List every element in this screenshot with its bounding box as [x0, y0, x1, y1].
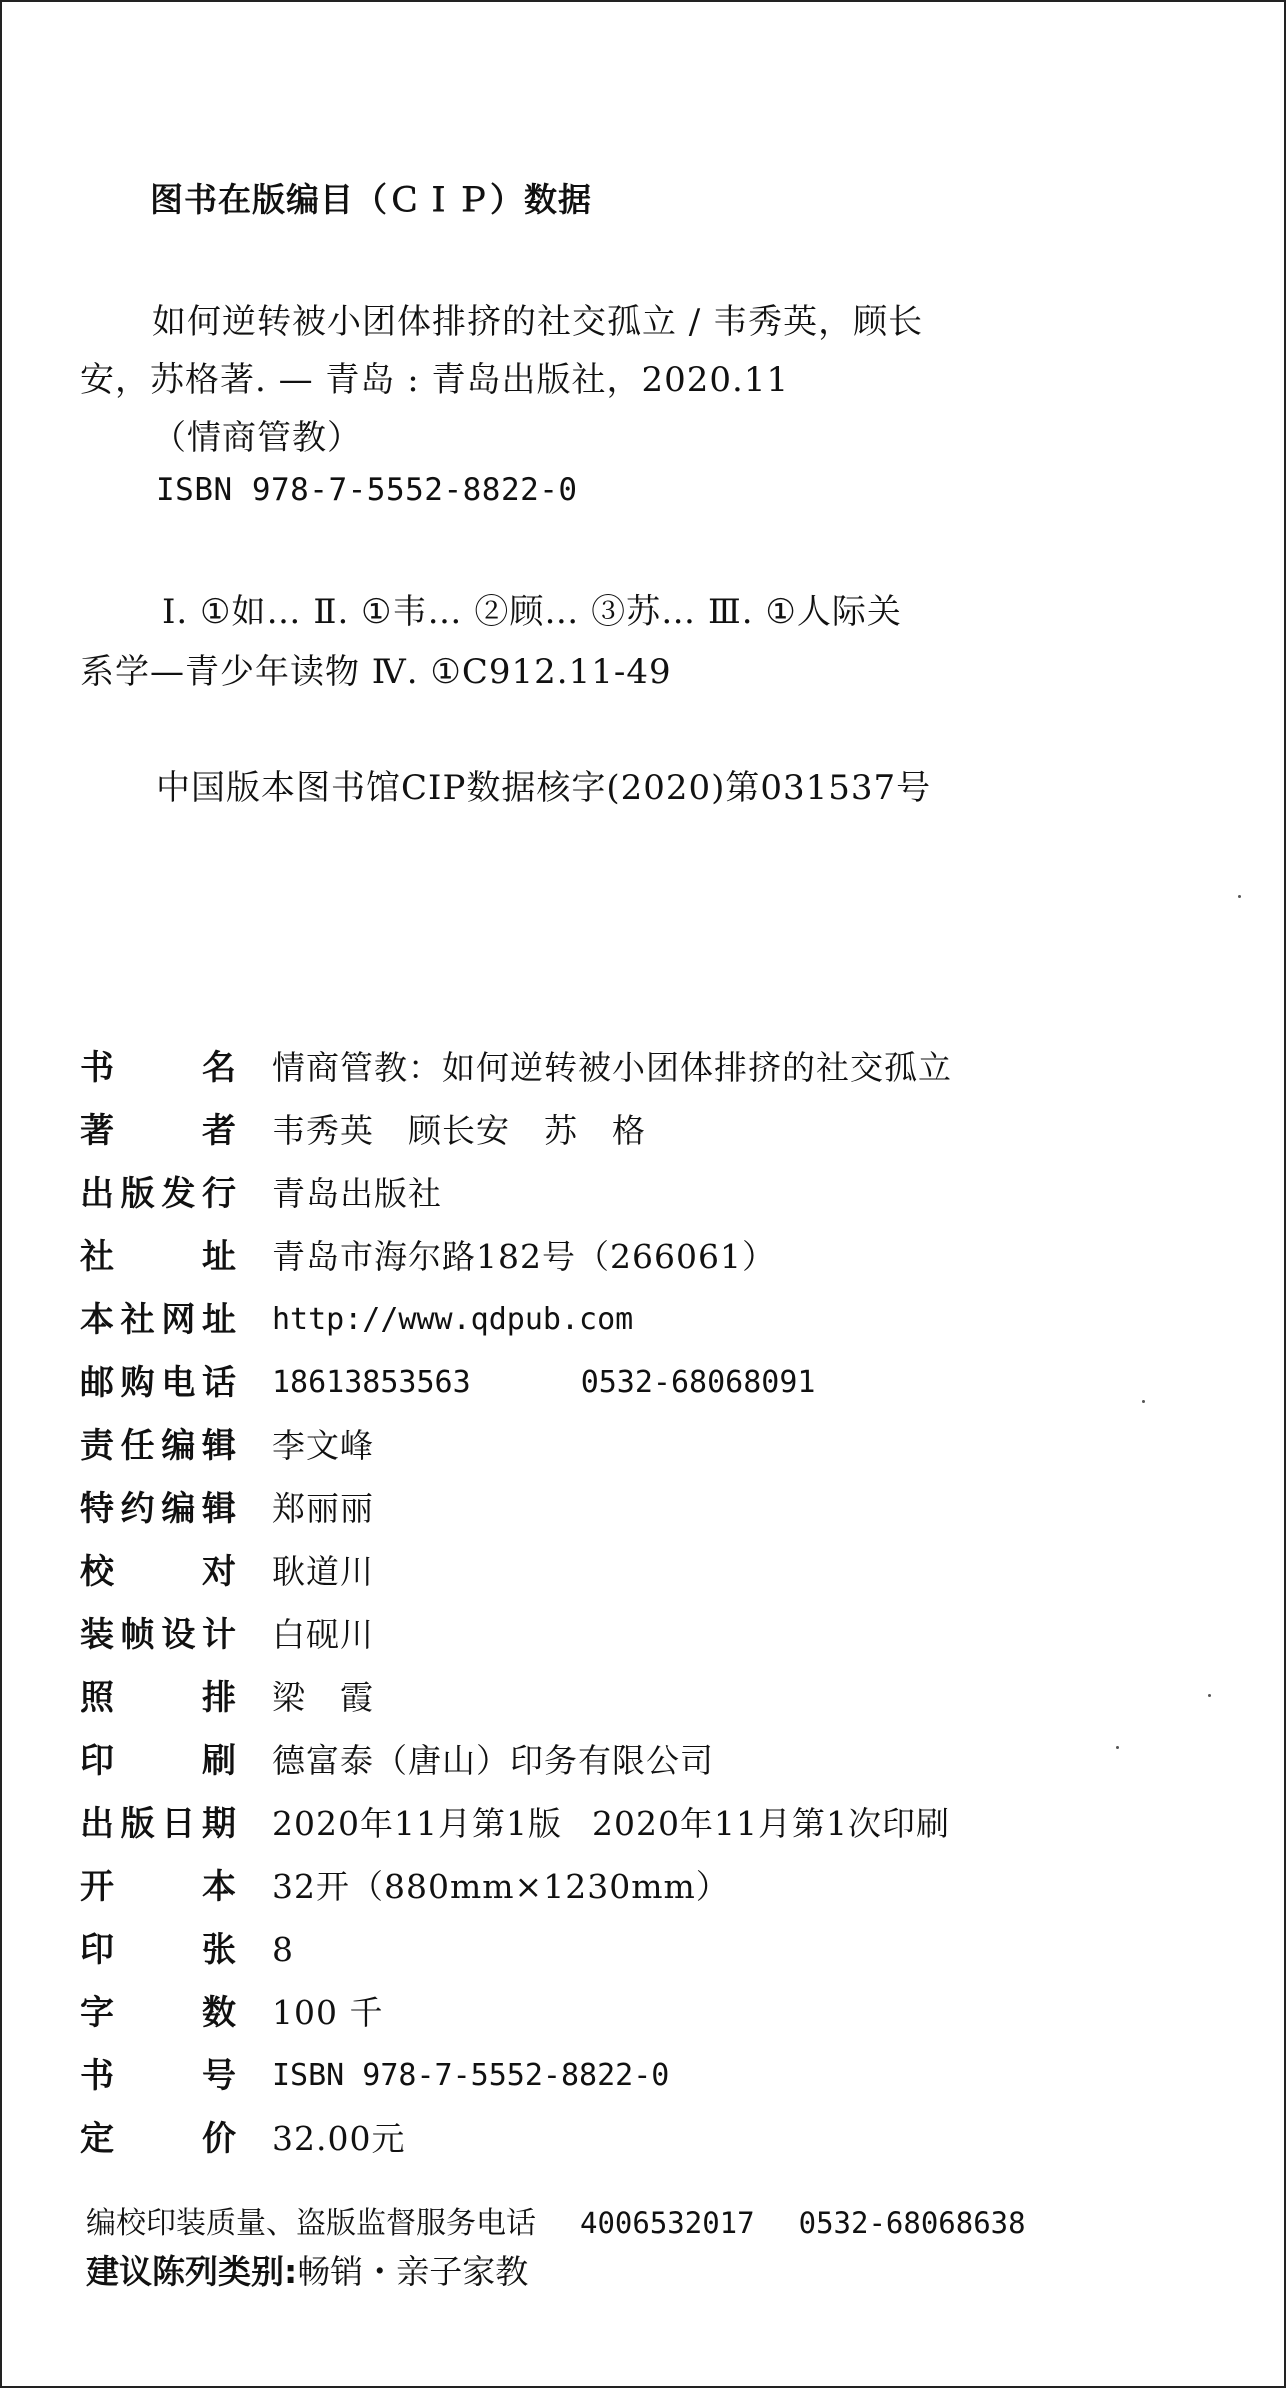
edition-date: 2020年11月第1版 [272, 1804, 562, 1843]
info-label: 本社网址 [80, 1300, 236, 1340]
info-label: 社址 [80, 1237, 236, 1277]
info-label: 装帧设计 [80, 1615, 236, 1655]
info-value: 青岛出版社 [272, 1174, 442, 1213]
cip-series: （情商管教） [152, 418, 362, 458]
cip-verification-number: 中国版本图书馆CIP数据核字(2020)第031537号 [156, 768, 932, 808]
quality-hotline-phone-1: 4006532017 [580, 2206, 755, 2240]
info-label: 校对 [80, 1552, 236, 1592]
info-value: 韦秀英 顾长安 苏 格 [272, 1111, 646, 1150]
info-label: 照排 [80, 1678, 236, 1718]
info-label: 定价 [80, 2119, 236, 2159]
info-value: ISBN 978-7-5552-8822-0 [272, 2058, 670, 2093]
info-value: 梁 霞 [272, 1678, 374, 1717]
cip-title-line-1: 如何逆转被小团体排挤的社交孤立 / 韦秀英，顾长 [152, 302, 924, 342]
scan-speck [1116, 1746, 1119, 1749]
cip-heading: 图书在版编目（ＣＩＰ）数据 [150, 180, 592, 219]
info-value [272, 1361, 816, 1405]
info-label: 特约编辑 [80, 1489, 236, 1529]
shelf-category-label: 建议陈列类别: [86, 2252, 298, 2291]
info-value: 郑丽丽 [272, 1489, 374, 1528]
info-label: 著者 [80, 1111, 236, 1151]
info-value: 32开（880mm×1230mm） [272, 1867, 730, 1906]
shelf-category [86, 2246, 528, 2293]
info-label: 出版发行 [80, 1174, 236, 1214]
printing-date: 2020年11月第1次印刷 [591, 1804, 950, 1843]
info-label: 字数 [80, 1993, 236, 2033]
cip-subject-line-2: 系学—青少年读物 Ⅳ. ①C912.11-49 [80, 652, 672, 692]
info-value: 32.00元 [272, 2119, 406, 2158]
scan-speck [1208, 1694, 1211, 1697]
info-label: 印张 [80, 1930, 236, 1970]
website-link[interactable]: http://www.qdpub.com [272, 1302, 634, 1337]
info-label: 出版日期 [80, 1804, 236, 1844]
cip-subject-line-1: Ⅰ. ①如… Ⅱ. ①韦… ②顾… ③苏… Ⅲ. ①人际关 [162, 592, 902, 632]
info-label: 邮购电话 [80, 1363, 236, 1403]
info-value: 德富泰（唐山）印务有限公司 [272, 1741, 714, 1780]
info-label: 开本 [80, 1867, 236, 1907]
info-label: 书名 [80, 1048, 236, 1088]
quality-hotline-phone-2: 0532-68068638 [798, 2206, 1026, 2240]
info-label: 书号 [80, 2056, 236, 2096]
scan-speck [1238, 895, 1241, 898]
info-label: 印刷 [80, 1741, 236, 1781]
info-value: 青岛市海尔路182号（266061） [272, 1237, 776, 1276]
info-value: 8 [272, 1930, 294, 1969]
shelf-category-value: 畅销・亲子家教 [297, 2252, 529, 2291]
mail-order-phone-2: 0532-68068091 [580, 1365, 816, 1400]
mail-order-phone-1: 18613853563 [272, 1365, 471, 1400]
info-value: 耿道川 [272, 1552, 374, 1591]
scan-speck [1142, 1400, 1145, 1403]
info-value: 100 千 [272, 1993, 384, 2032]
info-label: 责任编辑 [80, 1426, 236, 1466]
info-value: 李文峰 [272, 1426, 374, 1465]
cip-isbn: ISBN 978-7-5552-8822-0 [156, 472, 578, 508]
quality-hotline [86, 2198, 1026, 2242]
quality-hotline-label: 编校印装质量、盗版监督服务电话 [86, 2206, 536, 2241]
info-value: 情商管教：如何逆转被小团体排挤的社交孤立 [272, 1048, 952, 1087]
info-value: 白砚川 [272, 1615, 374, 1654]
info-value [272, 1802, 950, 1846]
cip-title-line-2: 安，苏格著. — 青岛 : 青岛出版社，2020.11 [80, 360, 790, 400]
